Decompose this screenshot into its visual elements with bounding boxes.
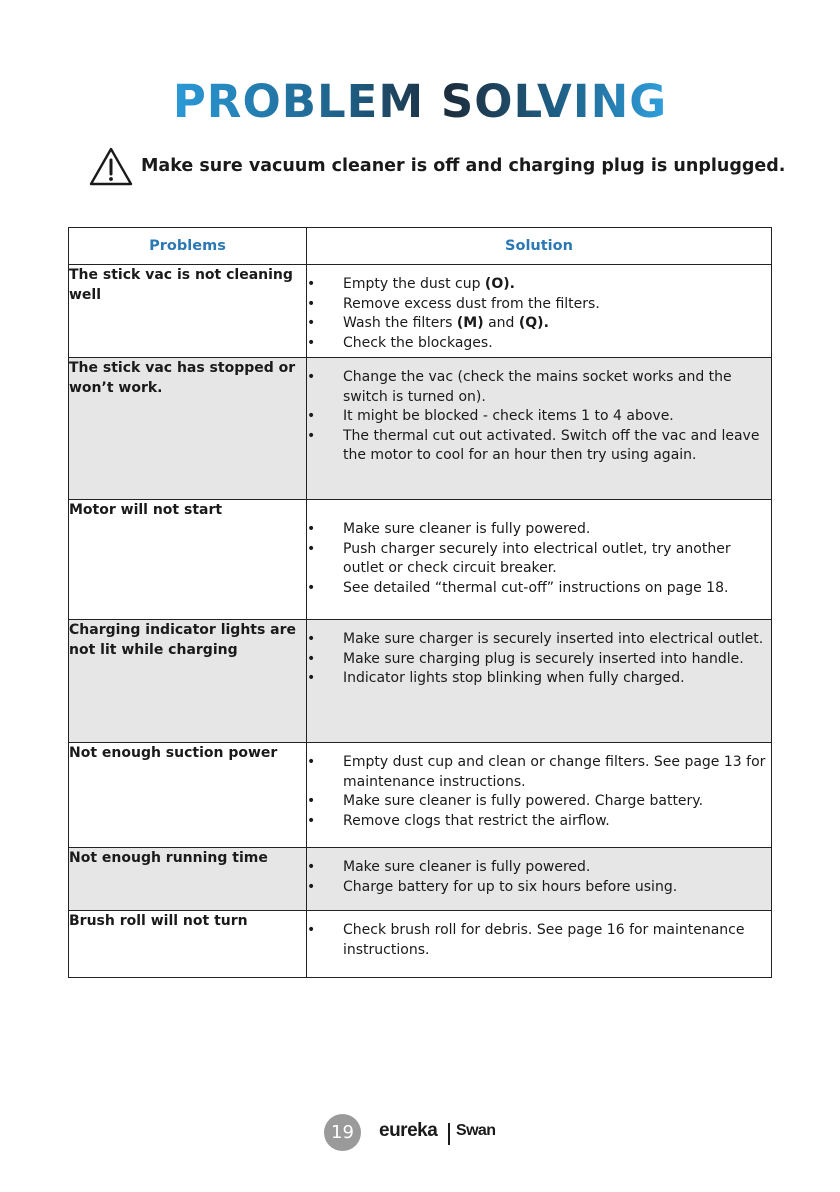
solution-text: Wash the filters bbox=[343, 315, 457, 331]
solution-item bbox=[307, 858, 771, 878]
solution-text: (O). bbox=[484, 276, 515, 292]
page-number: 19 bbox=[324, 1114, 361, 1151]
solution-item bbox=[307, 295, 771, 315]
solution-item bbox=[307, 650, 771, 670]
warning-notice bbox=[88, 146, 788, 190]
brand-logo-eureka: eureka bbox=[379, 1120, 438, 1141]
warning-triangle-icon bbox=[88, 146, 134, 188]
solution-text: See detailed “thermal cut-off” instructions on page 18. bbox=[343, 579, 729, 596]
problem-cell: Not enough suction power bbox=[69, 743, 307, 848]
brand-logo-swan: Swan bbox=[456, 1122, 496, 1139]
problem-cell: Motor will not start bbox=[69, 500, 307, 620]
solution-item bbox=[307, 630, 771, 650]
solution-cell bbox=[307, 848, 772, 911]
solution-text: It might be blocked - check items 1 to 4 above. bbox=[343, 408, 674, 424]
solution-list bbox=[307, 630, 771, 689]
solution-item bbox=[307, 427, 771, 466]
solution-text: Make sure cleaner is fully powered. bbox=[343, 521, 591, 537]
solution-list bbox=[307, 921, 771, 960]
table-row bbox=[69, 500, 772, 620]
table-row bbox=[69, 743, 772, 848]
solution-text: (M) bbox=[456, 315, 484, 331]
solution-text: and bbox=[483, 315, 519, 331]
solution-list bbox=[307, 753, 771, 831]
solution-text: Check brush roll for debris. See page 16 for maintenance instructions. bbox=[343, 922, 745, 958]
solution-text: Indicator lights stop blinking when fully charged. bbox=[343, 670, 685, 686]
solution-list bbox=[307, 520, 771, 598]
page-footer bbox=[324, 1114, 544, 1152]
solution-text: Charge battery for up to six hours before using. bbox=[343, 878, 678, 895]
table-row bbox=[69, 358, 772, 500]
solution-item bbox=[307, 275, 771, 295]
table-row bbox=[69, 848, 772, 911]
header-problems: Problems bbox=[69, 228, 307, 265]
solution-cell bbox=[307, 620, 772, 743]
table-row bbox=[69, 265, 772, 358]
problem-cell: The stick vac has stopped or won’t work. bbox=[69, 358, 307, 500]
solution-item bbox=[307, 878, 771, 898]
solution-item bbox=[307, 314, 771, 334]
table-row bbox=[69, 911, 772, 978]
solution-item bbox=[307, 540, 771, 579]
solution-text: Change the vac (check the mains socket works and the switch is turned on). bbox=[343, 369, 732, 405]
solution-text: Remove excess dust from the filters. bbox=[343, 295, 600, 312]
solution-item bbox=[307, 812, 771, 832]
warning-text: Make sure vacuum cleaner is off and charging plug is unplugged. bbox=[141, 156, 786, 176]
solution-list bbox=[307, 275, 771, 353]
solution-text: Make sure cleaner is fully powered. Charge battery. bbox=[343, 793, 704, 809]
solution-item bbox=[307, 334, 771, 354]
table-row bbox=[69, 620, 772, 743]
solution-cell bbox=[307, 265, 772, 358]
solution-text: Empty dust cup and clean or change filters. See page 13 for maintenance instructions. bbox=[343, 754, 766, 790]
solution-text: Check the blockages. bbox=[343, 334, 493, 351]
solution-text: Empty the dust cup bbox=[343, 276, 485, 292]
solution-text: Make sure charging plug is securely inserted into handle. bbox=[343, 650, 744, 667]
problem-cell: Brush roll will not turn bbox=[69, 911, 307, 978]
solution-text: (Q). bbox=[518, 315, 549, 331]
problem-cell: Charging indicator lights are not lit while charging bbox=[69, 620, 307, 743]
problem-solving-table bbox=[68, 227, 772, 978]
solution-item bbox=[307, 368, 771, 407]
solution-cell bbox=[307, 911, 772, 978]
solution-item bbox=[307, 921, 771, 960]
problem-cell: Not enough running time bbox=[69, 848, 307, 911]
table-header-row bbox=[69, 228, 772, 265]
solution-list bbox=[307, 858, 771, 897]
solution-cell bbox=[307, 358, 772, 500]
solution-text: Make sure cleaner is fully powered. bbox=[343, 859, 591, 875]
solution-text: Remove clogs that restrict the airflow. bbox=[343, 812, 610, 829]
header-solution: Solution bbox=[307, 228, 772, 265]
solution-text: The thermal cut out activated. Switch off the vac and leave the motor to cool for an hour then try using again. bbox=[343, 427, 760, 463]
solution-item bbox=[307, 407, 771, 427]
solution-text: Push charger securely into electrical outlet, try another outlet or check circuit breaker. bbox=[343, 540, 731, 576]
solution-cell bbox=[307, 743, 772, 848]
solution-item bbox=[307, 753, 771, 792]
solution-text: Make sure charger is securely inserted into electrical outlet. bbox=[343, 631, 764, 647]
solution-item bbox=[307, 792, 771, 812]
solution-cell bbox=[307, 500, 772, 620]
solution-list bbox=[307, 368, 771, 466]
solution-item bbox=[307, 579, 771, 599]
solution-item bbox=[307, 520, 771, 540]
problem-cell: The stick vac is not cleaning well bbox=[69, 265, 307, 358]
solution-item bbox=[307, 669, 771, 689]
page-title: PROBLEM SOLVING bbox=[172, 75, 668, 128]
brand-separator bbox=[448, 1123, 450, 1145]
